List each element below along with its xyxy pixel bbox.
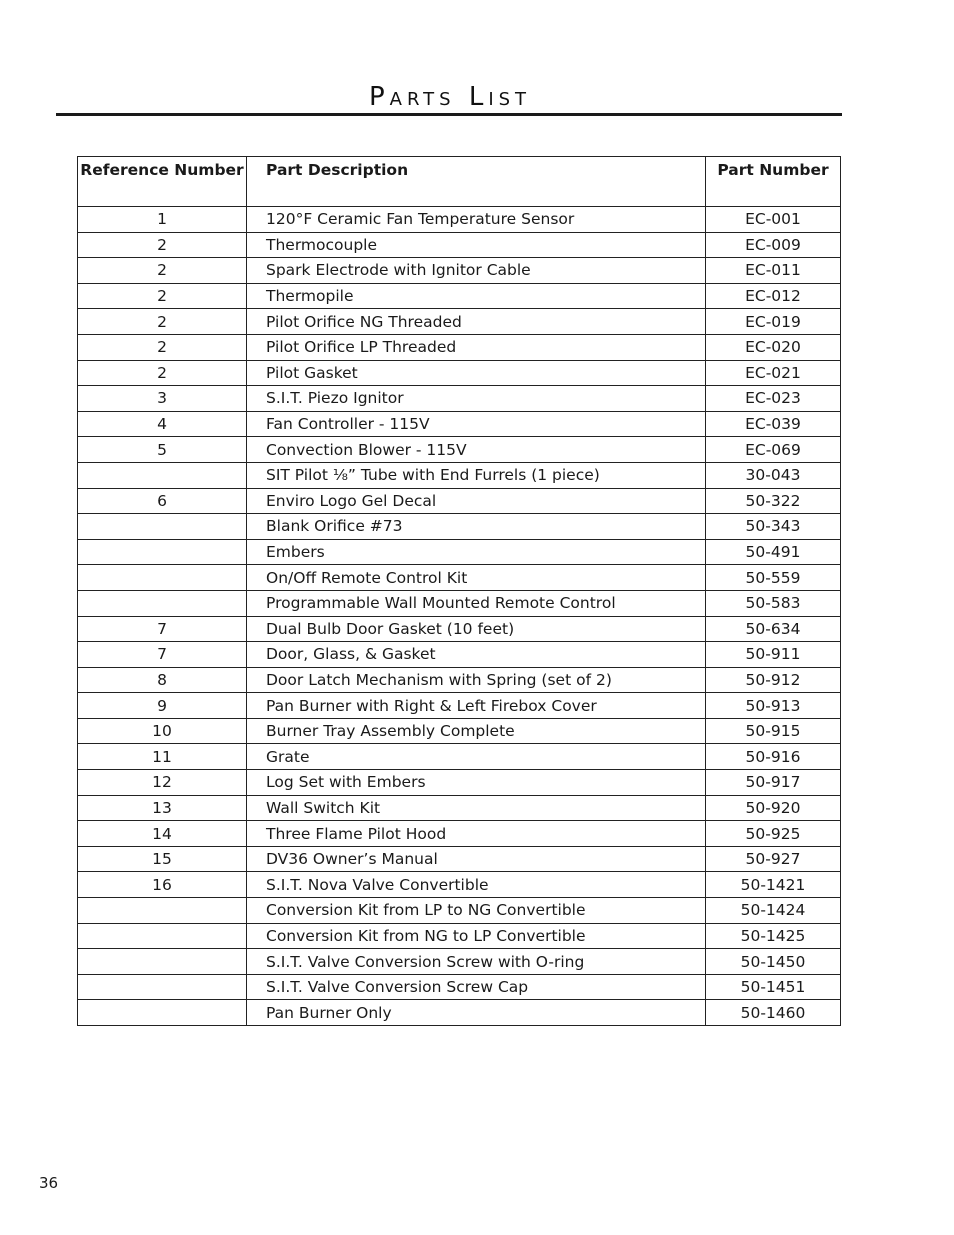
part-number-cell: EC-012 bbox=[706, 283, 841, 309]
part-description-cell: Grate bbox=[247, 744, 706, 770]
part-description-cell: Thermocouple bbox=[247, 232, 706, 258]
reference-number-cell: 2 bbox=[78, 232, 247, 258]
page-title: Parts List bbox=[368, 82, 532, 112]
part-number-cell: 50-1424 bbox=[706, 898, 841, 924]
part-description-cell: SIT Pilot ⅛” Tube with End Furrels (1 piece) bbox=[247, 462, 706, 488]
reference-number-cell bbox=[78, 462, 247, 488]
part-number-cell: 50-911 bbox=[706, 642, 841, 668]
table-row bbox=[78, 616, 841, 642]
table-row bbox=[78, 1000, 841, 1026]
reference-number-cell: 2 bbox=[78, 258, 247, 284]
reference-number-cell bbox=[78, 590, 247, 616]
table-row bbox=[78, 872, 841, 898]
part-description-cell: Pan Burner with Right & Left Firebox Cover bbox=[247, 693, 706, 719]
table-row bbox=[78, 974, 841, 1000]
table-row bbox=[78, 488, 841, 514]
table-row bbox=[78, 923, 841, 949]
part-number-cell: 50-912 bbox=[706, 667, 841, 693]
reference-number-cell: 10 bbox=[78, 718, 247, 744]
part-description-cell: 120°F Ceramic Fan Temperature Sensor bbox=[247, 207, 706, 233]
part-number-cell: 50-1450 bbox=[706, 949, 841, 975]
reference-number-cell bbox=[78, 565, 247, 591]
part-description-cell: Spark Electrode with Ignitor Cable bbox=[247, 258, 706, 284]
reference-number-cell: 7 bbox=[78, 616, 247, 642]
table-header-row bbox=[78, 157, 841, 207]
title-rule bbox=[56, 113, 842, 116]
part-number-cell: 50-1421 bbox=[706, 872, 841, 898]
part-number-cell: EC-009 bbox=[706, 232, 841, 258]
reference-number-cell: 2 bbox=[78, 309, 247, 335]
table-row bbox=[78, 642, 841, 668]
part-description-cell: Burner Tray Assembly Complete bbox=[247, 718, 706, 744]
part-description-cell: Enviro Logo Gel Decal bbox=[247, 488, 706, 514]
table-row bbox=[78, 770, 841, 796]
part-description-cell: Door Latch Mechanism with Spring (set of 2) bbox=[247, 667, 706, 693]
part-description-cell: S.I.T. Nova Valve Convertible bbox=[247, 872, 706, 898]
table-row bbox=[78, 898, 841, 924]
reference-number-cell bbox=[78, 1000, 247, 1026]
reference-number-cell: 2 bbox=[78, 283, 247, 309]
table-row bbox=[78, 232, 841, 258]
part-number-cell: 50-559 bbox=[706, 565, 841, 591]
part-description-cell: Conversion Kit from LP to NG Convertible bbox=[247, 898, 706, 924]
part-description-cell: Three Flame Pilot Hood bbox=[247, 821, 706, 847]
page-number: 36 bbox=[39, 1174, 59, 1192]
reference-number-cell: 13 bbox=[78, 795, 247, 821]
reference-number-cell: 12 bbox=[78, 770, 247, 796]
reference-number-cell: 3 bbox=[78, 386, 247, 412]
reference-number-cell: 15 bbox=[78, 846, 247, 872]
part-number-cell: EC-021 bbox=[706, 360, 841, 386]
reference-number-cell: 2 bbox=[78, 334, 247, 360]
reference-number-cell: 4 bbox=[78, 411, 247, 437]
reference-number-cell: 14 bbox=[78, 821, 247, 847]
reference-number-cell bbox=[78, 898, 247, 924]
reference-number-cell: 2 bbox=[78, 360, 247, 386]
table-row bbox=[78, 590, 841, 616]
part-description-cell: Pilot Orifice LP Threaded bbox=[247, 334, 706, 360]
part-number-cell: 50-1460 bbox=[706, 1000, 841, 1026]
header-part-description: Part Description bbox=[247, 157, 706, 207]
part-number-cell: 50-920 bbox=[706, 795, 841, 821]
reference-number-cell bbox=[78, 923, 247, 949]
part-description-cell: Door, Glass, & Gasket bbox=[247, 642, 706, 668]
part-number-cell: 50-925 bbox=[706, 821, 841, 847]
header-reference-number: Reference Number bbox=[78, 157, 247, 207]
table-row bbox=[78, 411, 841, 437]
part-description-cell: DV36 Owner’s Manual bbox=[247, 846, 706, 872]
part-number-cell: EC-011 bbox=[706, 258, 841, 284]
part-description-cell: Fan Controller - 115V bbox=[247, 411, 706, 437]
table-row bbox=[78, 949, 841, 975]
table-row bbox=[78, 360, 841, 386]
table-row bbox=[78, 514, 841, 540]
part-description-cell: Thermopile bbox=[247, 283, 706, 309]
part-description-cell: S.I.T. Valve Conversion Screw Cap bbox=[247, 974, 706, 1000]
table-row bbox=[78, 309, 841, 335]
part-description-cell: Pilot Orifice NG Threaded bbox=[247, 309, 706, 335]
part-number-cell: EC-020 bbox=[706, 334, 841, 360]
part-number-cell: 50-927 bbox=[706, 846, 841, 872]
part-description-cell: On/Off Remote Control Kit bbox=[247, 565, 706, 591]
reference-number-cell: 7 bbox=[78, 642, 247, 668]
part-number-cell: 50-491 bbox=[706, 539, 841, 565]
reference-number-cell: 8 bbox=[78, 667, 247, 693]
part-number-cell: 50-915 bbox=[706, 718, 841, 744]
part-number-cell: 50-343 bbox=[706, 514, 841, 540]
part-number-cell: EC-001 bbox=[706, 207, 841, 233]
part-description-cell: S.I.T. Valve Conversion Screw with O-ring bbox=[247, 949, 706, 975]
part-description-cell: Pan Burner Only bbox=[247, 1000, 706, 1026]
table-row bbox=[78, 437, 841, 463]
part-description-cell: Conversion Kit from NG to LP Convertible bbox=[247, 923, 706, 949]
reference-number-cell: 6 bbox=[78, 488, 247, 514]
reference-number-cell bbox=[78, 949, 247, 975]
reference-number-cell: 16 bbox=[78, 872, 247, 898]
table-row bbox=[78, 258, 841, 284]
table-row bbox=[78, 462, 841, 488]
header-part-number: Part Number bbox=[706, 157, 841, 207]
part-number-cell: 50-1451 bbox=[706, 974, 841, 1000]
reference-number-cell bbox=[78, 514, 247, 540]
part-description-cell: Convection Blower - 115V bbox=[247, 437, 706, 463]
part-number-cell: EC-019 bbox=[706, 309, 841, 335]
parts-table-body bbox=[78, 207, 841, 1026]
part-description-cell: Dual Bulb Door Gasket (10 feet) bbox=[247, 616, 706, 642]
table-row bbox=[78, 744, 841, 770]
part-description-cell: Wall Switch Kit bbox=[247, 795, 706, 821]
reference-number-cell: 5 bbox=[78, 437, 247, 463]
table-row bbox=[78, 565, 841, 591]
table-row bbox=[78, 821, 841, 847]
reference-number-cell bbox=[78, 974, 247, 1000]
part-number-cell: 50-634 bbox=[706, 616, 841, 642]
part-description-cell: Programmable Wall Mounted Remote Control bbox=[247, 590, 706, 616]
table-row bbox=[78, 667, 841, 693]
table-row bbox=[78, 693, 841, 719]
table-row bbox=[78, 795, 841, 821]
reference-number-cell: 1 bbox=[78, 207, 247, 233]
part-number-cell: EC-039 bbox=[706, 411, 841, 437]
part-description-cell: S.I.T. Piezo Ignitor bbox=[247, 386, 706, 412]
part-number-cell: 50-322 bbox=[706, 488, 841, 514]
part-number-cell: 50-1425 bbox=[706, 923, 841, 949]
part-number-cell: 50-583 bbox=[706, 590, 841, 616]
part-number-cell: 30-043 bbox=[706, 462, 841, 488]
parts-table bbox=[77, 156, 841, 1026]
table-row bbox=[78, 718, 841, 744]
table-row bbox=[78, 283, 841, 309]
table-row bbox=[78, 207, 841, 233]
table-row bbox=[78, 539, 841, 565]
table-row bbox=[78, 846, 841, 872]
part-description-cell: Log Set with Embers bbox=[247, 770, 706, 796]
part-description-cell: Pilot Gasket bbox=[247, 360, 706, 386]
reference-number-cell bbox=[78, 539, 247, 565]
part-number-cell: EC-023 bbox=[706, 386, 841, 412]
part-description-cell: Embers bbox=[247, 539, 706, 565]
reference-number-cell: 9 bbox=[78, 693, 247, 719]
part-number-cell: EC-069 bbox=[706, 437, 841, 463]
part-number-cell: 50-913 bbox=[706, 693, 841, 719]
part-number-cell: 50-916 bbox=[706, 744, 841, 770]
part-description-cell: Blank Orifice #73 bbox=[247, 514, 706, 540]
table-row bbox=[78, 386, 841, 412]
table-row bbox=[78, 334, 841, 360]
part-number-cell: 50-917 bbox=[706, 770, 841, 796]
reference-number-cell: 11 bbox=[78, 744, 247, 770]
